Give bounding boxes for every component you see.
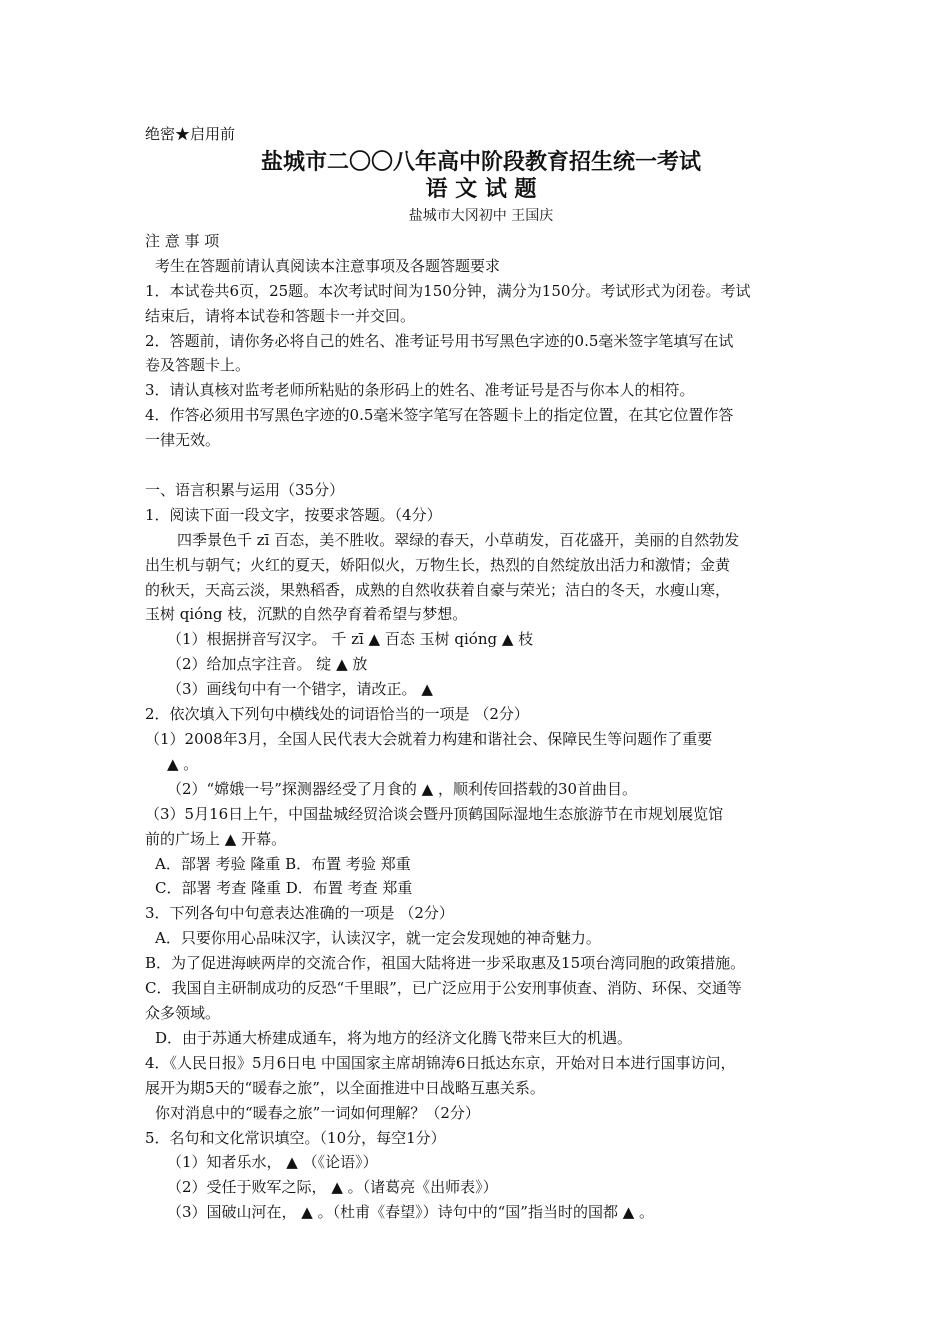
question-4-text: 4．《人民日报》5月6日电 中国国家主席胡锦涛6日抵达东京，开始对日本进行国事访问， <box>145 1053 736 1072</box>
question-3-stem: 3．下列各句中句意表达准确的一项是 （2分） <box>145 904 454 923</box>
exam-title: 盐城市二〇〇八年高中阶段教育招生统一考试 <box>260 148 701 175</box>
spacer <box>145 453 817 478</box>
question-3-option: 众多领域。 <box>145 1003 221 1022</box>
exam-subject: 语 文 试 题 <box>425 175 537 202</box>
question-1-sub: （1）根据拼音写汉字。 千 zī ▲ 百态 玉树 qióng ▲ 枝 <box>167 630 534 649</box>
question-5-stem: 5．名句和文化常识填空。（10分，每空1分） <box>145 1128 446 1147</box>
question-4-text: 展开为期5天的“暖春之旅”，以全面推进中日战略互惠关系。 <box>145 1078 545 1097</box>
question-4-question: 你对消息中的“暖春之旅”一词如何理解？（2分） <box>155 1103 480 1122</box>
question-2-options: A．部署 考验 隆重 B．布置 考验 郑重 <box>155 854 411 873</box>
question-1-stem: 1．阅读下面一段文字，按要求答题。（4分） <box>145 505 442 524</box>
question-1-passage: 四季景色千 zī 百态，美不胜收。翠绿的春天，小草萌发，百花盛开，美丽的自然勃发 <box>177 530 740 549</box>
question-2-sentence: ▲ 。 <box>167 754 199 773</box>
question-5-sub: （1）知者乐水， ▲ （《论语》） <box>167 1153 378 1172</box>
question-3-option: C．我国自主研制成功的反恐“千里眼”，已广泛应用于公安刑事侦查、消防、环保、交通等 <box>145 979 742 998</box>
question-1-passage: 的秋天，天高云淡，果熟稻香，成熟的自然收获着自豪与荣光；洁白的冬天，水瘦山寒， <box>145 580 731 599</box>
question-2-sentence: （2）“嫦娥一号”探测器经受了月食的 ▲ ，顺利传回搭载的30首曲目。 <box>167 779 638 798</box>
section-heading: 一、语言积累与运用（35分） <box>145 480 345 499</box>
author-line: 盐城市大冈初中 王国庆 <box>408 207 554 224</box>
question-3-option: B．为了促进海峡两岸的交流合作，祖国大陆将进一步采取惠及15项台湾同胞的政策措施。 <box>145 954 746 973</box>
question-2-sentence: （3）5月16日上午，中国盐城经贸洽谈会暨丹顶鹤国际湿地生态旅游节在市规划展览馆 <box>145 804 724 823</box>
exam-content <box>145 122 817 1225</box>
notice-line: 1．本试卷共6页，25题。本次考试时间为150分钟，满分为150分。考试形式为闭卷。考试 <box>145 281 751 300</box>
notice-line: 卷及答题卡上。 <box>145 356 251 375</box>
notice-line: 结束后，请将本试卷和答题卡一并交回。 <box>145 306 416 325</box>
notice-line: 4．作答必须用书写黑色字迹的0.5毫米签字笔写在答题卡上的指定位置，在其它位置作答 <box>145 406 734 425</box>
secret-mark: 绝密★启用前 <box>145 125 236 143</box>
question-2-options: C．部署 考查 隆重 D．布置 考查 郑重 <box>155 879 413 898</box>
notice-line: 3．请认真核对监考老师所粘贴的条形码上的姓名、准考证号是否与你本人的相符。 <box>145 381 695 400</box>
question-3-option: A．只要你用心品味汉字，认读汉字，就一定会发现她的神奇魅力。 <box>155 929 601 948</box>
question-1-passage: 出生机与朝气；火红的夏天，娇阳似火，万物生长，热烈的自然绽放出活力和激情；金黄 <box>145 555 731 574</box>
question-1-sub: （3）画线句中有一个错字，请改正。 ▲ <box>167 680 433 699</box>
question-1-sub: （2）给加点字注音。 绽 ▲ 放 <box>167 655 368 674</box>
question-5-sub: （2）受任于败军之际， ▲ 。（诸葛亮《出师表》） <box>167 1178 498 1197</box>
question-2-sentence: （1）2008年3月，全国人民代表大会就着力构建和谐社会、保障民生等问题作了重要 <box>145 730 713 749</box>
question-5-sub: （3）国破山河在， ▲ 。（杜甫《春望》）诗句中的“国”指当时的国都 ▲ 。 <box>167 1203 655 1222</box>
question-3-option: D．由于苏通大桥建成通车，将为地方的经济文化腾飞带来巨大的机遇。 <box>155 1028 633 1047</box>
question-2-stem: 2．依次填入下列句中横线处的词语恰当的一项是 （2分） <box>145 705 529 724</box>
question-2-sentence: 前的广场上 ▲ 开幕。 <box>145 829 287 848</box>
notice-heading: 注 意 事 项 <box>145 231 220 250</box>
notice-line: 2．答题前，请你务必将自己的姓名、准考证号用书写黑色字迹的0.5毫米签字笔填写在试 <box>145 331 734 350</box>
notice-intro: 考生在答题前请认真阅读本注意事项及各题答题要求 <box>155 256 501 275</box>
question-1-passage: 玉树 qióng 枝，沉默的自然孕育着希望与梦想。 <box>145 605 468 624</box>
notice-line: 一律无效。 <box>145 431 221 450</box>
